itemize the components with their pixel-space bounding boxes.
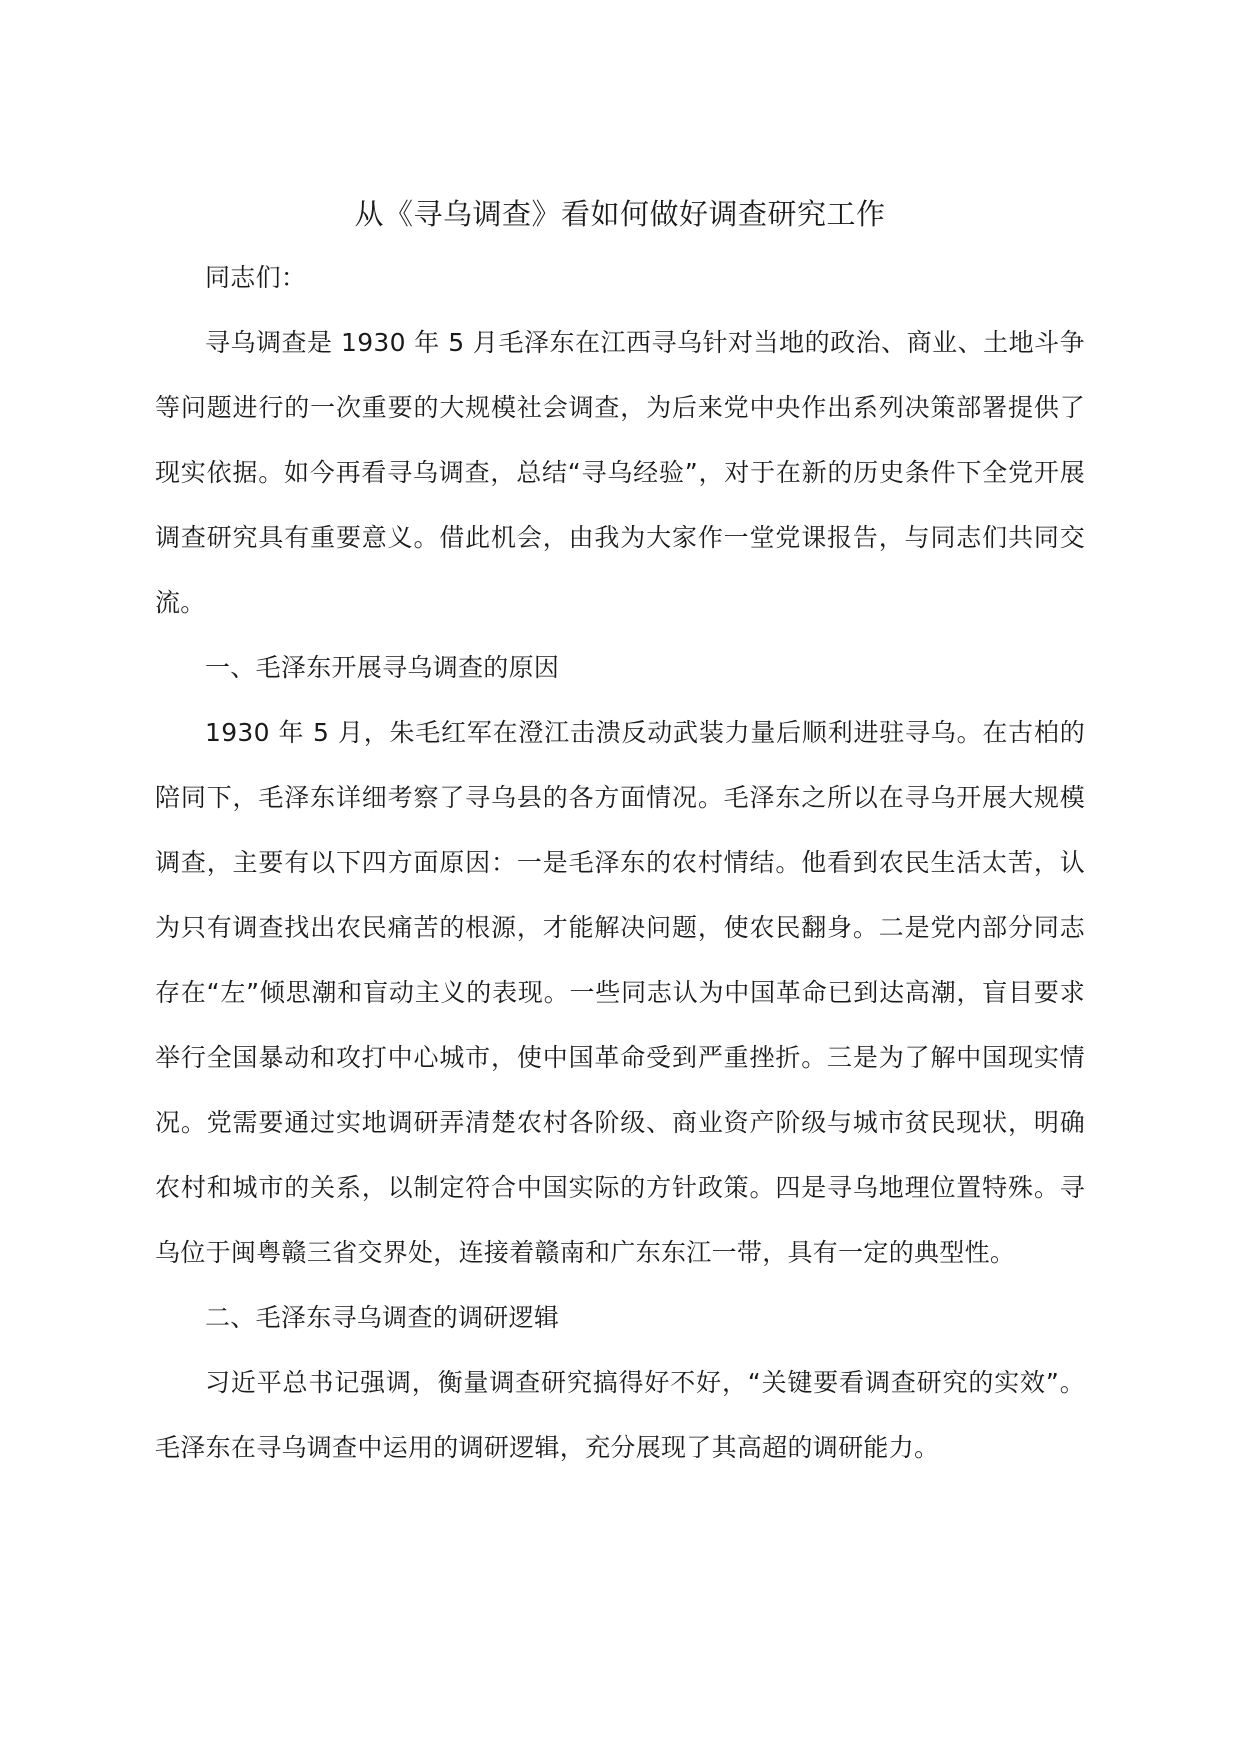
section-1-paragraph: 1930 年 5 月，朱毛红军在澄江击溃反动武装力量后顺利进驻寻乌。在古柏的陪同下，毛泽东详细考察了寻乌县的各方面情况。毛泽东之所以在寻乌开展大规模调查，主要有以下四方面原因：一是毛泽东的农村情结。他看到农民生活太苦，认为只有调查找出农民痛苦的根源，才能解决问题，使农民翻身。二是党内部分同志存在“左”倾思潮和盲动主义的表现。一些同志认为中国革命已到达高潮，盲目要求举行全国暴动和攻打中心城市，使中国革命受到严重挫折。三是为了解中国现实情况。党需要通过实地调研弄清楚农村各阶级、商业资产阶级与城市贫民现状，明确农村和城市的关系，以制定符合中国实际的方针政策。四是寻乌地理位置特殊。寻乌位于闽粤赣三省交界处，连接着赣南和广东东江一带，具有一定的典型性。 <box>155 718 1085 1267</box>
salutation: 同志们： <box>205 263 307 292</box>
section-heading-2: 二、毛泽东寻乌调查的调研逻辑 <box>205 1303 560 1332</box>
document-title: 从《寻乌调查》看如何做好调查研究工作 <box>354 197 886 231</box>
section-heading-1: 一、毛泽东开展寻乌调查的原因 <box>205 653 560 682</box>
intro-paragraph: 寻乌调查是 1930 年 5 月毛泽东在江西寻乌针对当地的政治、商业、土地斗争等问题进行的一次重要的大规模社会调查，为后来党中央作出系列决策部署提供了现实依据。如今再看寻乌调查，总结“寻乌经验”，对于在新的历史条件下全党开展调查研究具有重要意义。借此机会，由我为大家作一堂党课报告，与同志们共同交流。 <box>155 328 1085 617</box>
section-2-paragraph: 习近平总书记强调，衡量调查研究搞得好不好，“关键要看调查研究的实效”。毛泽东在寻乌调查中运用的调研逻辑，充分展现了其高超的调研能力。 <box>155 1368 1085 1462</box>
document-body <box>155 245 1085 1480</box>
